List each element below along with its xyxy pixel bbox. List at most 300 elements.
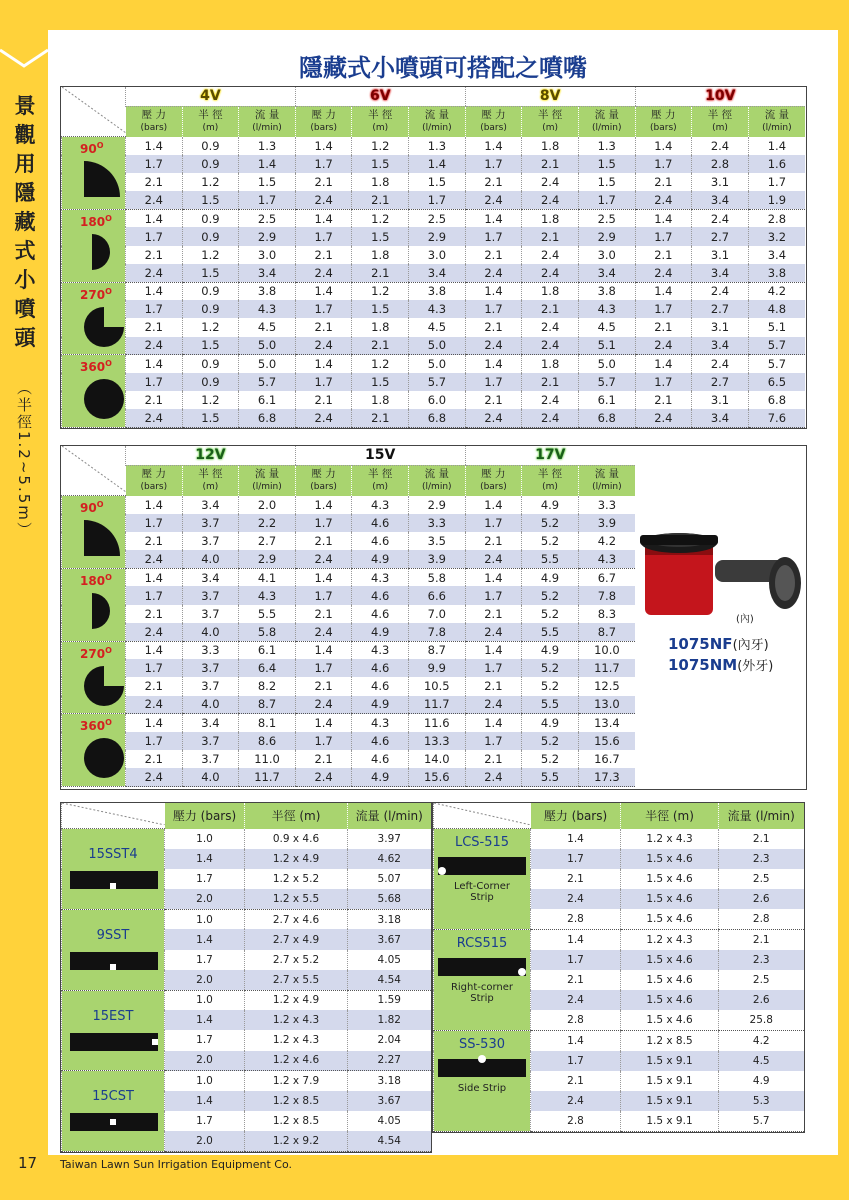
table-cell: 4.9 bbox=[352, 550, 409, 568]
table-cell: 2.4 bbox=[522, 409, 579, 427]
angle-cell bbox=[62, 209, 126, 282]
table-cell: 8.7 bbox=[239, 696, 296, 714]
table-cell: 0.9 bbox=[182, 209, 239, 227]
table-cell: 5.5 bbox=[522, 550, 579, 568]
table-cell: 0.9 bbox=[182, 355, 239, 373]
table-cell: 1.6 bbox=[748, 155, 805, 173]
table-cell: 2.7 bbox=[239, 532, 296, 550]
column-header-unit: (m) bbox=[542, 123, 559, 134]
column-header-unit: (bars) bbox=[480, 123, 507, 134]
table-cell: 1.4 bbox=[126, 496, 183, 514]
table-cell: 4.6 bbox=[352, 532, 409, 550]
table-cell: 0.9 bbox=[182, 227, 239, 245]
table-cell: 1.2 bbox=[182, 318, 239, 336]
table-row bbox=[62, 586, 636, 604]
table-cell: 1.4 bbox=[295, 641, 352, 659]
table-cell: 1.8 bbox=[522, 137, 579, 155]
column-header-unit: (bars) bbox=[310, 482, 337, 493]
nozzle-product-icon bbox=[640, 525, 805, 625]
angle-label: $360^O$ bbox=[80, 718, 112, 734]
table-cell: 6.0 bbox=[409, 391, 466, 409]
table-cell: 2.1 bbox=[465, 173, 522, 191]
table-cell: 1.5 bbox=[352, 155, 409, 173]
angle-90-icon bbox=[82, 159, 122, 202]
column-header: 半徑 (m) bbox=[245, 803, 348, 829]
table-cell: 11.6 bbox=[408, 714, 465, 732]
table-cell: 1.5 x 4.6 bbox=[621, 990, 719, 1010]
table-cell: 3.8 bbox=[748, 264, 805, 282]
model-cell bbox=[62, 990, 165, 1071]
table-cell: 2.4 bbox=[126, 550, 183, 568]
table-cell: 3.4 bbox=[182, 568, 239, 586]
angle-value: 360 bbox=[80, 360, 106, 375]
table-cell: 1.4 bbox=[465, 137, 522, 155]
table-cell: 2.7 x 4.6 bbox=[245, 909, 348, 929]
table-cell: 2.3 bbox=[719, 950, 804, 970]
nozzle-position-icon bbox=[518, 968, 526, 976]
table-cell: 7.0 bbox=[408, 605, 465, 623]
strip-pattern-icon bbox=[70, 871, 158, 889]
table-cell: 6.1 bbox=[239, 391, 296, 409]
table-row bbox=[62, 155, 806, 173]
table-cell: 2.8 bbox=[531, 909, 621, 929]
table-cell: 3.7 bbox=[182, 677, 239, 695]
table-cell: 1.5 bbox=[182, 337, 239, 355]
table-cell: 0.9 bbox=[182, 282, 239, 300]
table-cell: 6.8 bbox=[239, 409, 296, 427]
strip-pattern-icon bbox=[70, 1033, 158, 1051]
table-cell: 2.8 bbox=[748, 209, 805, 227]
table-cell: 3.8 bbox=[239, 282, 296, 300]
strip-caption-line1: Side Strip bbox=[457, 1082, 507, 1094]
table-cell: 2.1 bbox=[635, 318, 692, 336]
table-cell: 2.1 bbox=[635, 391, 692, 409]
nozzle-position-icon bbox=[478, 1055, 486, 1063]
table-row bbox=[62, 496, 636, 514]
table-cell: 7.8 bbox=[578, 586, 635, 604]
model-cell bbox=[62, 829, 165, 910]
column-header-unit: (m) bbox=[712, 123, 728, 134]
table-cell: 3.4 bbox=[692, 264, 749, 282]
table-cell: 4.9 bbox=[352, 623, 409, 641]
strip-table-right bbox=[432, 802, 805, 1133]
table-cell: 1.4 bbox=[465, 714, 522, 732]
table-cell: 2.2 bbox=[239, 514, 296, 532]
angle-label: $270^O$ bbox=[80, 645, 112, 661]
table-cell: 1.7 bbox=[126, 514, 183, 532]
table-cell: 5.2 bbox=[522, 605, 579, 623]
table-cell: 1.7 bbox=[748, 173, 805, 191]
table-cell: 2.4 bbox=[295, 623, 352, 641]
table-row bbox=[62, 373, 806, 391]
table-cell: 2.4 bbox=[531, 889, 621, 909]
table-cell: 8.2 bbox=[239, 677, 296, 695]
table-cell: 1.5 x 9.1 bbox=[621, 1071, 719, 1091]
table-cell: 1.5 bbox=[352, 227, 409, 245]
table-cell: 1.2 x 4.6 bbox=[245, 1051, 348, 1071]
table-cell: 3.18 bbox=[348, 909, 431, 929]
table-cell: 2.4 bbox=[522, 318, 579, 336]
table-cell: 2.1 bbox=[352, 409, 409, 427]
table-cell: 1.7 bbox=[295, 155, 352, 173]
model-cell bbox=[62, 1071, 165, 1152]
table-cell: 2.4 bbox=[692, 355, 749, 373]
table-cell: 1.7 bbox=[465, 155, 522, 173]
column-header-unit: (bars) bbox=[140, 482, 168, 493]
strip-pattern-icon bbox=[438, 1059, 526, 1077]
table-row bbox=[434, 1030, 804, 1050]
table-cell: 1.2 x 7.9 bbox=[245, 1071, 348, 1091]
table-cell: 1.5 x 4.6 bbox=[621, 1010, 719, 1030]
table-cell: 1.4 bbox=[295, 282, 352, 300]
table-cell: 6.5 bbox=[748, 373, 805, 391]
table-cell: 5.0 bbox=[409, 337, 466, 355]
diagonal-line-icon bbox=[62, 803, 165, 825]
column-header bbox=[182, 465, 239, 495]
table-cell: 5.8 bbox=[239, 623, 296, 641]
table-cell: 2.1 bbox=[465, 318, 522, 336]
table-cell: 1.5 bbox=[182, 409, 239, 427]
table-cell: 3.18 bbox=[348, 1071, 431, 1091]
voltage-header: 12V bbox=[126, 446, 296, 465]
table-cell: 10.5 bbox=[408, 677, 465, 695]
angle-value: 90 bbox=[80, 501, 97, 515]
angle-value: 180 bbox=[80, 573, 106, 588]
table-row bbox=[62, 990, 431, 1010]
table-cell: 4.8 bbox=[748, 300, 805, 318]
strip-caption-line2: Strip bbox=[470, 992, 494, 1004]
product-note-nm: (外牙) bbox=[737, 659, 774, 674]
table-cell: 4.6 bbox=[352, 732, 409, 750]
table-cell: 1.5 bbox=[182, 264, 239, 282]
table-cell: 3.4 bbox=[692, 409, 749, 427]
table-cell: 1.4 bbox=[465, 568, 522, 586]
column-header-unit: (m) bbox=[202, 482, 219, 493]
table-cell: 2.4 bbox=[295, 550, 352, 568]
voltage-header: 4V bbox=[126, 87, 296, 106]
table-cell: 1.4 bbox=[126, 568, 183, 586]
table-cell: 4.5 bbox=[239, 318, 296, 336]
table-cell: 1.7 bbox=[126, 659, 183, 677]
table-row bbox=[62, 605, 636, 623]
table-cell: 2.1 bbox=[465, 532, 522, 550]
column-header bbox=[295, 465, 352, 495]
table-row bbox=[62, 696, 636, 714]
table-cell: 2.9 bbox=[239, 227, 296, 245]
table-cell: 3.67 bbox=[348, 1091, 431, 1111]
model-cell bbox=[434, 929, 531, 1030]
table-cell: 2.4 bbox=[126, 264, 183, 282]
table-cell: 1.4 bbox=[531, 829, 621, 849]
table-cell: 1.7 bbox=[295, 227, 352, 245]
column-header bbox=[182, 106, 239, 136]
table-cell: 13.4 bbox=[578, 714, 635, 732]
table-cell: 3.4 bbox=[409, 264, 466, 282]
table-cell: 2.4 bbox=[126, 623, 183, 641]
table-cell: 3.1 bbox=[692, 173, 749, 191]
table-cell: 1.4 bbox=[295, 355, 352, 373]
table-cell: 1.0 bbox=[165, 829, 245, 849]
page-number: 17 bbox=[18, 1154, 38, 1172]
table-cell: 1.4 bbox=[635, 355, 692, 373]
table-cell: 4.6 bbox=[352, 750, 409, 768]
table-cell: 6.6 bbox=[408, 586, 465, 604]
table-cell: 5.7 bbox=[578, 373, 635, 391]
table-cell: 2.0 bbox=[239, 496, 296, 514]
table-cell: 2.9 bbox=[409, 227, 466, 245]
column-header-unit: (m) bbox=[202, 123, 219, 134]
corner-cell bbox=[434, 803, 531, 829]
table-cell: 1.7 bbox=[531, 1051, 621, 1071]
table-cell: 5.7 bbox=[748, 355, 805, 373]
table-cell: 0.9 x 4.6 bbox=[245, 829, 348, 849]
column-header: 半徑 (m) bbox=[621, 803, 719, 829]
table-cell: 3.0 bbox=[409, 246, 466, 264]
model-name: SS-530 bbox=[458, 1036, 505, 1052]
column-header-unit: (bars) bbox=[480, 482, 507, 493]
strip-caption-line1: Left-Corner bbox=[453, 881, 511, 892]
corner-cell bbox=[62, 803, 165, 829]
table-cell: 1.4 bbox=[409, 155, 466, 173]
corner-cell bbox=[62, 87, 126, 137]
column-header-unit: (bars) bbox=[140, 123, 168, 134]
table-cell: 2.3 bbox=[719, 849, 804, 869]
table-cell: 4.5 bbox=[719, 1051, 804, 1071]
table-cell: 1.5 bbox=[578, 155, 635, 173]
voltage-header: 6V bbox=[295, 87, 465, 106]
table-cell: 12.5 bbox=[578, 677, 635, 695]
column-header bbox=[578, 106, 635, 136]
table-cell: 1.7 bbox=[465, 732, 522, 750]
table-cell: 5.2 bbox=[522, 677, 579, 695]
table-cell: 6.8 bbox=[409, 409, 466, 427]
angle-label: $360^O$ bbox=[80, 359, 112, 375]
table-cell: 1.4 bbox=[465, 496, 522, 514]
model-name: 15EST bbox=[92, 1008, 134, 1024]
table-cell: 6.4 bbox=[239, 659, 296, 677]
table-cell: 5.2 bbox=[522, 659, 579, 677]
table-row bbox=[62, 829, 431, 849]
strip-pattern-icon bbox=[70, 1113, 158, 1131]
table-cell: 2.4 bbox=[635, 191, 692, 209]
table-cell: 2.1 bbox=[295, 391, 352, 409]
column-header: 流量 (l/min) bbox=[719, 803, 804, 829]
table-row bbox=[62, 768, 636, 786]
table-row bbox=[62, 282, 806, 300]
table-cell: 1.2 bbox=[352, 355, 409, 373]
table-cell: 2.1 bbox=[531, 869, 621, 889]
table-cell: 2.7 x 4.9 bbox=[245, 929, 348, 949]
model-name: RCS515 bbox=[456, 935, 508, 951]
table-cell: 2.4 bbox=[635, 264, 692, 282]
table-cell: 1.5 bbox=[352, 373, 409, 391]
table-cell: 1.2 x 8.5 bbox=[245, 1091, 348, 1111]
table-cell: 2.4 bbox=[295, 337, 352, 355]
table-row bbox=[62, 173, 806, 191]
table-cell: 6.7 bbox=[578, 568, 635, 586]
table-row bbox=[62, 623, 636, 641]
table-cell: 1.7 bbox=[409, 191, 466, 209]
table-cell: 3.1 bbox=[692, 318, 749, 336]
column-header bbox=[239, 465, 296, 495]
diagonal-line-icon bbox=[434, 803, 531, 825]
table-cell: 3.8 bbox=[409, 282, 466, 300]
table-cell: 3.8 bbox=[578, 282, 635, 300]
model-name: LCS-515 bbox=[454, 835, 510, 850]
table-cell: 15.6 bbox=[408, 768, 465, 786]
table-cell: 2.4 bbox=[126, 768, 183, 786]
column-header-label: 流 量 bbox=[254, 468, 280, 481]
table-cell: 2.1 bbox=[465, 750, 522, 768]
angle-label: $90^O$ bbox=[80, 141, 104, 156]
table-cell: 25.8 bbox=[719, 1010, 804, 1030]
table-cell: 1.2 bbox=[182, 391, 239, 409]
table-cell: 1.4 bbox=[465, 209, 522, 227]
table-cell: 3.4 bbox=[748, 246, 805, 264]
table-row bbox=[62, 641, 636, 659]
table-cell: 3.0 bbox=[239, 246, 296, 264]
table-cell: 1.7 bbox=[465, 659, 522, 677]
column-header bbox=[352, 106, 409, 136]
strip-caption bbox=[434, 982, 530, 1004]
column-header-label: 流 量 bbox=[594, 468, 620, 481]
table-cell: 2.4 bbox=[295, 264, 352, 282]
table-cell: 2.4 bbox=[295, 409, 352, 427]
table-cell: 3.7 bbox=[182, 532, 239, 550]
table-cell: 3.67 bbox=[348, 929, 431, 949]
column-header bbox=[352, 465, 409, 495]
table-cell: 1.4 bbox=[126, 714, 183, 732]
table-cell: 2.4 bbox=[692, 137, 749, 155]
table-cell: 5.07 bbox=[348, 869, 431, 889]
nozzle-position-icon bbox=[438, 867, 446, 875]
table-cell: 5.2 bbox=[522, 750, 579, 768]
diagonal-line-icon bbox=[62, 446, 126, 492]
table-cell: 5.7 bbox=[409, 373, 466, 391]
table-cell: 1.5 bbox=[182, 191, 239, 209]
table-cell: 1.4 bbox=[465, 641, 522, 659]
model-cell bbox=[434, 829, 531, 930]
table-cell: 1.7 bbox=[126, 227, 183, 245]
table-cell: 1.82 bbox=[348, 1010, 431, 1030]
table-cell: 2.4 bbox=[692, 209, 749, 227]
table-cell: 4.3 bbox=[239, 586, 296, 604]
table-cell: 4.3 bbox=[352, 568, 409, 586]
table-cell: 3.97 bbox=[348, 829, 431, 849]
table-cell: 4.9 bbox=[352, 696, 409, 714]
table-cell: 1.2 bbox=[352, 137, 409, 155]
table-cell: 1.5 x 4.6 bbox=[621, 970, 719, 990]
voltage-header: 15V bbox=[295, 446, 465, 465]
table-cell: 13.0 bbox=[578, 696, 635, 714]
table-cell: 4.9 bbox=[719, 1071, 804, 1091]
table-cell: 2.1 bbox=[126, 605, 183, 623]
table-cell: 1.5 x 4.6 bbox=[621, 869, 719, 889]
table-cell: 2.1 bbox=[531, 970, 621, 990]
table-cell: 13.3 bbox=[408, 732, 465, 750]
table-cell: 1.7 bbox=[531, 849, 621, 869]
table-cell: 1.2 bbox=[182, 173, 239, 191]
table-cell: 2.6 bbox=[719, 990, 804, 1010]
column-header-label: 流 量 bbox=[254, 109, 280, 122]
table-cell: 2.1 bbox=[522, 300, 579, 318]
table-cell: 1.2 bbox=[182, 246, 239, 264]
table-cell: 4.5 bbox=[578, 318, 635, 336]
angle-270-icon bbox=[82, 664, 126, 711]
table-cell: 2.8 bbox=[719, 909, 804, 929]
table-cell: 1.8 bbox=[352, 318, 409, 336]
table-cell: 0.9 bbox=[182, 155, 239, 173]
table-cell: 2.4 bbox=[522, 246, 579, 264]
angle-value: 270 bbox=[80, 287, 106, 302]
table-cell: 1.2 x 5.2 bbox=[245, 869, 348, 889]
column-header-unit: (m) bbox=[372, 123, 389, 134]
table-cell: 6.8 bbox=[748, 391, 805, 409]
table-cell: 2.1 bbox=[295, 750, 352, 768]
table-cell: 14.0 bbox=[408, 750, 465, 768]
table-cell: 4.2 bbox=[748, 282, 805, 300]
table-row bbox=[62, 714, 636, 732]
table-cell: 1.7 bbox=[295, 373, 352, 391]
column-header bbox=[409, 106, 466, 136]
table-cell: 1.8 bbox=[352, 173, 409, 191]
table-cell: 1.7 bbox=[531, 950, 621, 970]
table-cell: 1.9 bbox=[748, 191, 805, 209]
table-cell: 4.3 bbox=[578, 550, 635, 568]
table-cell: 2.4 bbox=[522, 264, 579, 282]
column-header bbox=[295, 106, 352, 136]
column-header-label: 流 量 bbox=[594, 109, 619, 122]
table-cell: 2.4 bbox=[126, 409, 183, 427]
table-cell: 2.1 bbox=[635, 173, 692, 191]
table-cell: 5.5 bbox=[522, 768, 579, 786]
table-cell: 3.2 bbox=[748, 227, 805, 245]
table-cell: 4.3 bbox=[239, 300, 296, 318]
diagonal-line-icon bbox=[62, 87, 126, 133]
table-cell: 2.1 bbox=[522, 155, 579, 173]
table-cell: 4.9 bbox=[522, 568, 579, 586]
table-cell: 4.9 bbox=[522, 496, 579, 514]
table-cell: 2.1 bbox=[465, 605, 522, 623]
column-header-unit: (l/min) bbox=[591, 123, 622, 134]
table-cell: 2.4 bbox=[465, 550, 522, 568]
angle-label: $180^O$ bbox=[80, 572, 112, 588]
table-cell: 1.2 x 8.5 bbox=[621, 1030, 719, 1050]
table-cell: 1.4 bbox=[465, 355, 522, 373]
table-row bbox=[62, 909, 431, 929]
table-cell: 1.4 bbox=[239, 155, 296, 173]
column-header bbox=[465, 106, 522, 136]
table-cell: 5.68 bbox=[348, 889, 431, 909]
table-cell: 2.4 bbox=[635, 409, 692, 427]
table-cell: 4.2 bbox=[719, 1030, 804, 1050]
table-row bbox=[62, 355, 806, 373]
column-header-label: 半 徑 bbox=[537, 109, 563, 122]
nozzle-position-icon bbox=[110, 1119, 116, 1125]
column-header bbox=[465, 465, 522, 495]
column-header-label: 半 徑 bbox=[368, 468, 393, 481]
table-cell: 7.6 bbox=[748, 409, 805, 427]
table-cell: 1.7 bbox=[578, 191, 635, 209]
table-cell: 1.5 bbox=[578, 173, 635, 191]
table-cell: 1.3 bbox=[239, 137, 296, 155]
table-cell: 2.4 bbox=[465, 264, 522, 282]
table-cell: 6.8 bbox=[578, 409, 635, 427]
angle-cell bbox=[62, 282, 126, 355]
table-cell: 1.5 x 4.6 bbox=[621, 889, 719, 909]
right-band bbox=[838, 0, 849, 1200]
table-cell: 1.7 bbox=[126, 155, 183, 173]
